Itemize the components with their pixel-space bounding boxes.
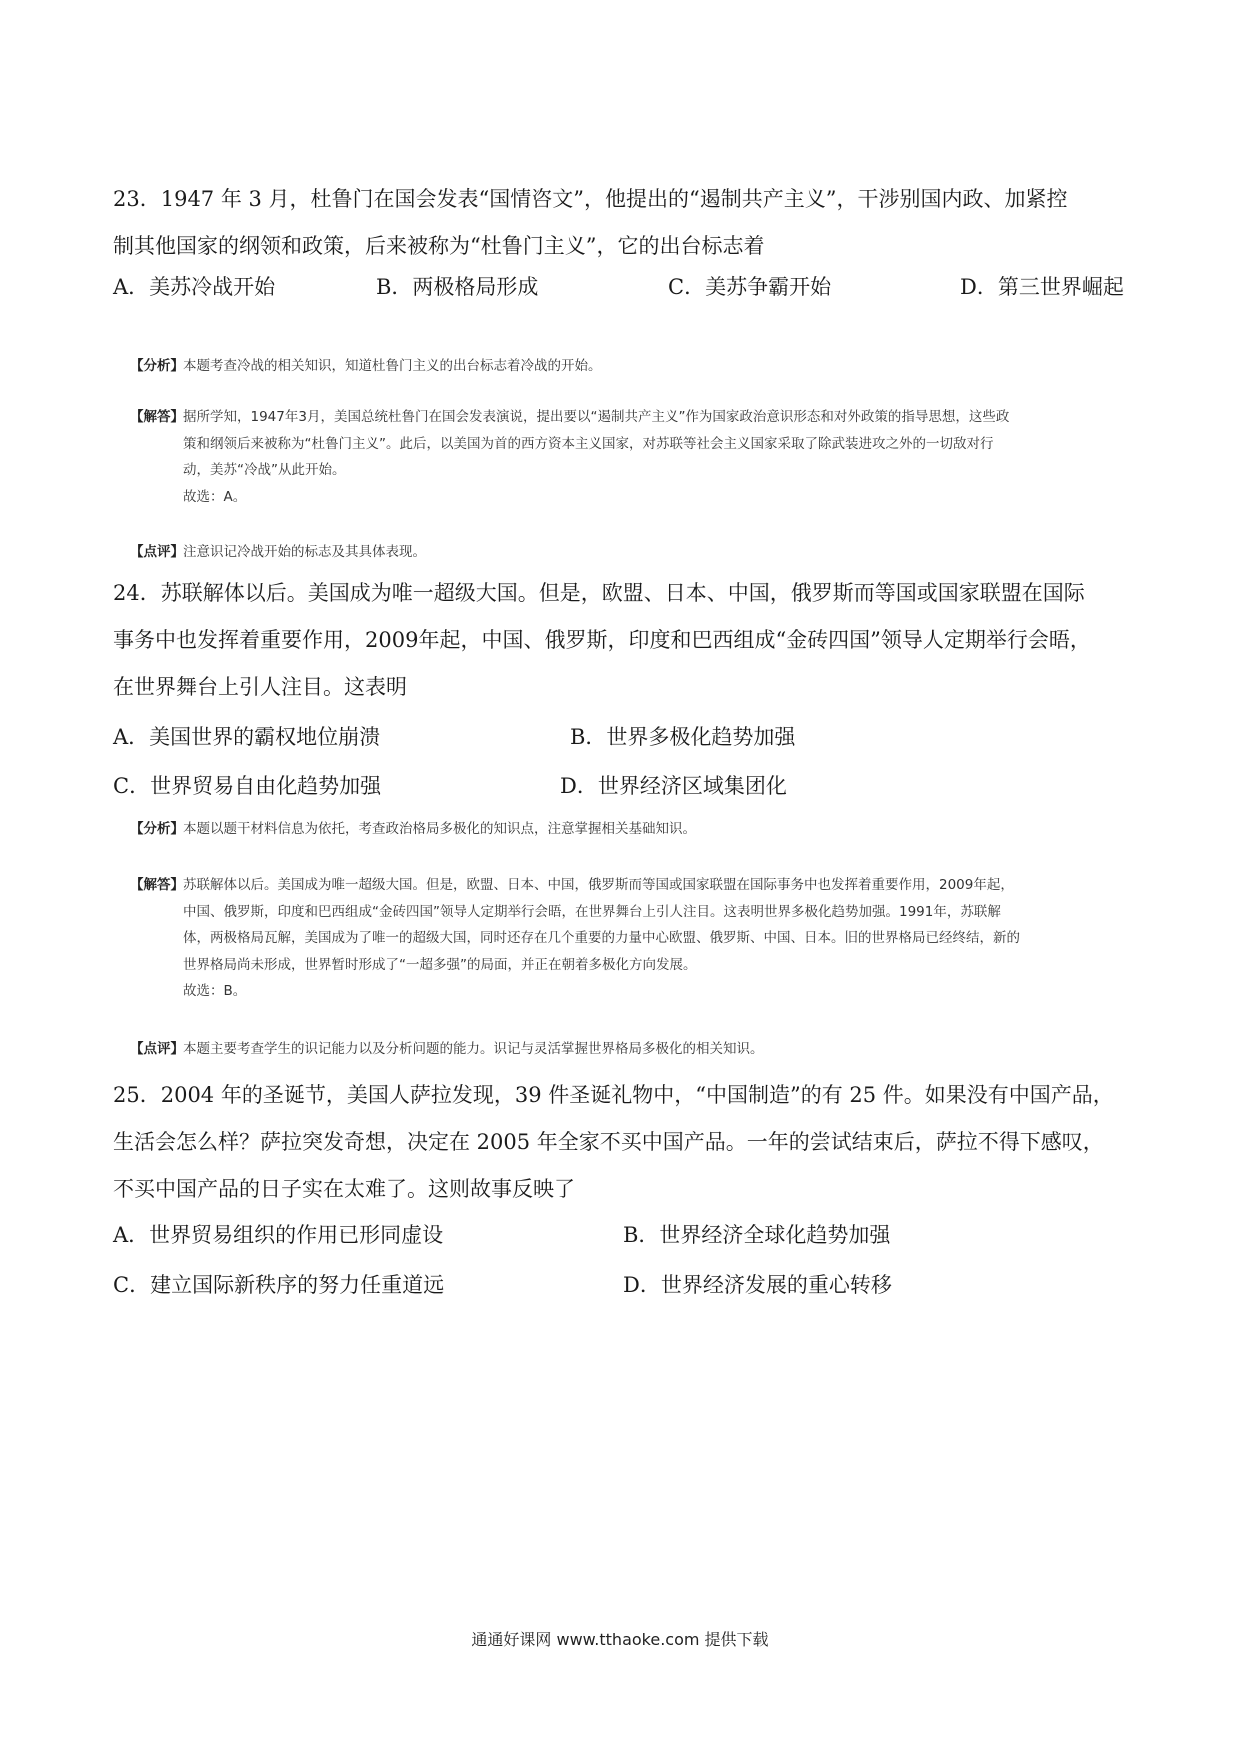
option-b: B．世界多极化趋势加强 <box>570 725 796 749</box>
stem-line: 在世界舞台上引人注目。这表明 <box>113 675 407 699</box>
comment-section <box>130 1036 1200 1063</box>
option-c: C．世界贸易自由化趋势加强 <box>113 774 382 798</box>
answer-line: 世界格局尚未形成，世界暂时形成了“一超多强”的局面，并正在朝着多极化方向发展。 <box>183 956 697 973</box>
analysis-text: 本题以题干材料信息为依托，考查政治格局多极化的知识点，注意掌握相关基础知识。 <box>183 821 696 837</box>
stem-line: 制其他国家的纲领和政策，后来被称为“杜鲁门主义”，它的出台标志着 <box>113 234 765 258</box>
option-a: A．世界贸易组织的作用已形同虚设 <box>113 1223 444 1247</box>
stem-line: 事务中也发挥着重要作用，2009年起，中国、俄罗斯，印度和巴西组成“金砖四国”领导人定期举行会晤， <box>113 628 1091 652</box>
comment-tag: 【点评】 <box>130 544 184 560</box>
comment-text: 本题主要考查学生的识记能力以及分析问题的能力。识记与灵活掌握世界格局多极化的相关知识。 <box>183 1041 764 1057</box>
option-a: A．美苏冷战开始 <box>113 275 276 299</box>
analysis-section <box>130 816 1200 843</box>
option-a: A．美国世界的霸权地位崩溃 <box>113 725 381 749</box>
comment-section <box>130 539 1200 566</box>
analysis-tag: 【分析】 <box>130 821 184 837</box>
comment-text: 注意识记冷战开始的标志及其具体表现。 <box>183 544 426 560</box>
stem-line: 不买中国产品的日子实在太难了。这则故事反映了 <box>113 1177 575 1201</box>
answer-line: 体，两极格局瓦解，美国成为了唯一的超级大国，同时还存在几个重要的力量中心欧盟、俄罗斯、中国、日本。旧的世界格局已经终结，新的 <box>183 930 1020 946</box>
answer-line: 苏联解体以后。美国成为唯一超级大国。但是，欧盟、日本、中国，俄罗斯而等国或国家联盟在国际事务中也发挥着重要作用，2009年起， <box>183 877 1014 893</box>
answer-line: 中国、俄罗斯，印度和巴西组成“金砖四国”领导人定期举行会晤，在世界舞台上引人注目。这表明世界多极化趋势加强。1991年，苏联解 <box>183 903 1001 920</box>
analysis-tag: 【分析】 <box>130 358 184 374</box>
answer-line: 策和纲领后来被称为“杜鲁门主义”。此后，以美国为首的西方资本主义国家，对苏联等社会主义国家采取了除武装进攻之外的一切敌对行 <box>183 435 994 452</box>
stem-line: 24．苏联解体以后。美国成为唯一超级大国。但是，欧盟、日本、中国，俄罗斯而等国或国家联盟在国际 <box>113 581 1085 605</box>
answer-section <box>130 872 1200 1005</box>
answer-line: 动，美苏“冷战”从此开始。 <box>183 462 346 478</box>
option-d: D．世界经济发展的重心转移 <box>623 1273 892 1297</box>
answer-section <box>130 404 1200 510</box>
option-d: D．世界经济区域集团化 <box>560 774 787 798</box>
question-23-stem <box>113 176 1123 270</box>
option-b: B．两极格局形成 <box>376 275 539 299</box>
answer-tag: 【解答】 <box>130 877 184 893</box>
answer-line: 据所学知，1947年3月，美国总统杜鲁门在国会发表演说，提出要以“遏制共产主义”作为国家政治意识形态和对外政策的指导思想，这些政 <box>183 409 1010 425</box>
comment-tag: 【点评】 <box>130 1041 184 1057</box>
footer-source: 通通好课网 www.tthaoke.com 提供下载 <box>471 1630 769 1649</box>
question-25-stem <box>113 1072 1123 1213</box>
option-b: B．世界经济全球化趋势加强 <box>623 1223 891 1247</box>
analysis-text: 本题考查冷战的相关知识，知道杜鲁门主义的出台标志着冷战的开始。 <box>183 358 602 374</box>
stem-line: 23．1947 年 3 月，杜鲁门在国会发表“国情咨文”，他提出的“遏制共产主义”，干涉别国内政、加紧控 <box>113 187 1068 211</box>
answer-line: 故选：B。 <box>183 983 247 999</box>
option-c: C．美苏争霸开始 <box>668 275 832 299</box>
stem-line: 25．2004 年的圣诞节，美国人萨拉发现，39 件圣诞礼物中，“中国制造”的有 25 件。如果没有中国产品， <box>113 1083 1114 1107</box>
option-c: C．建立国际新秩序的努力任重道远 <box>113 1273 445 1297</box>
answer-line: 故选：A。 <box>183 488 247 505</box>
option-d: D．第三世界崛起 <box>960 275 1124 299</box>
stem-line: 生活会怎么样？萨拉突发奇想，决定在 2005 年全家不买中国产品。一年的尝试结束后，萨拉不得下感叹， <box>113 1130 1104 1154</box>
answer-tag: 【解答】 <box>130 409 184 425</box>
analysis-section <box>130 353 1200 380</box>
question-24-stem <box>113 570 1123 711</box>
